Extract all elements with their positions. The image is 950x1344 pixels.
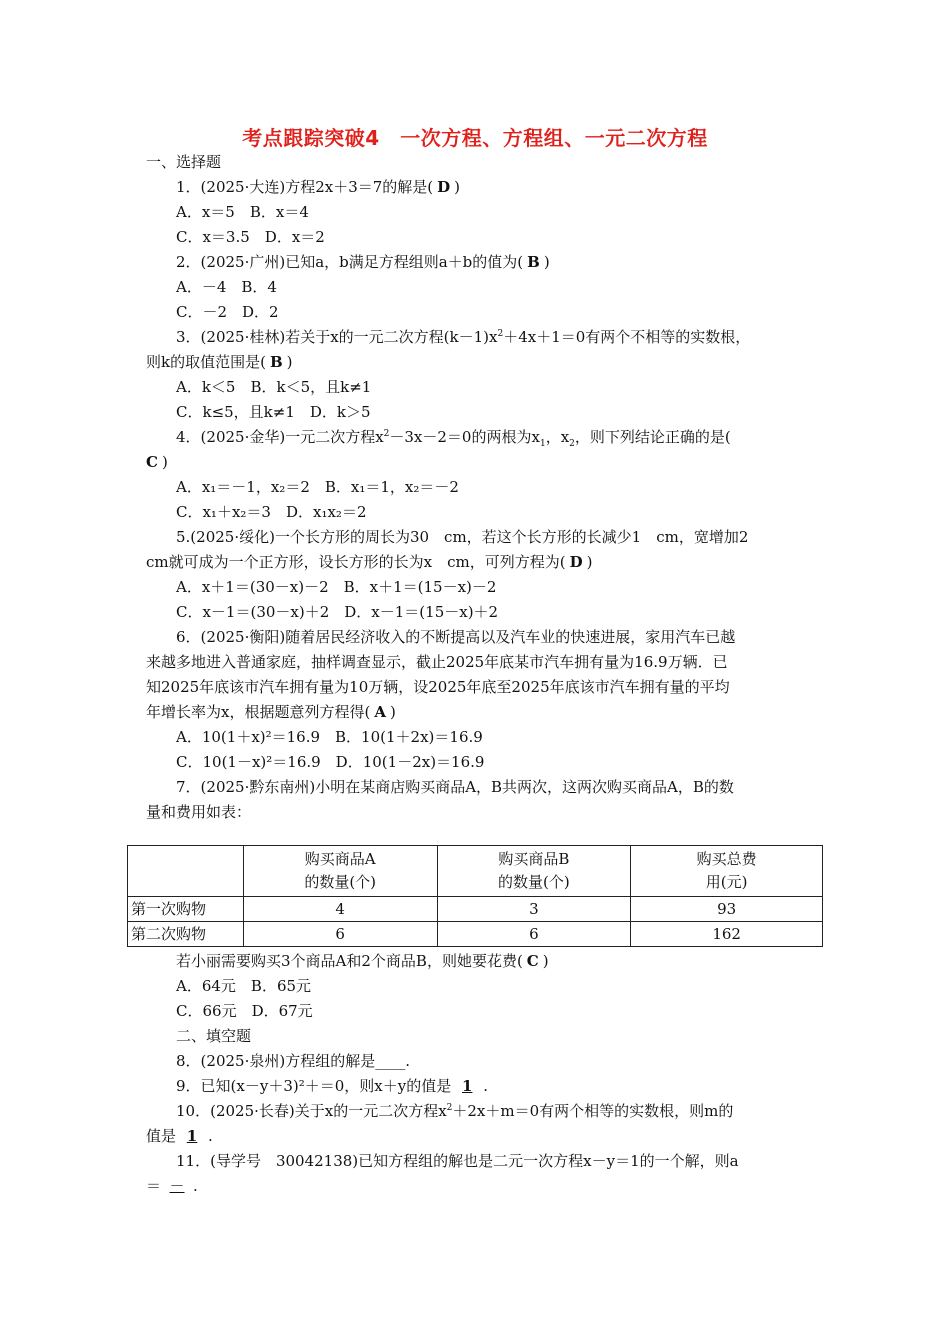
question-11-cont: ＝ － . (146, 1177, 198, 1195)
table-cell: 6 (437, 922, 631, 947)
answer-2: B (527, 253, 540, 271)
question-1: 1．(2025·大连)方程2x＋3＝7的解是( D ) (176, 178, 461, 196)
question-10-cont: 值是 1 . (146, 1127, 213, 1145)
purchase-table (127, 845, 823, 947)
question-6: 6．(2025·衡阳)随着居民经济收入的不断提高以及汽车业的快速进展，家用汽车已越 (176, 628, 736, 646)
question-6-line-2: 来越多地进入普通家庭，抽样调查显示，截止2025年底某市汽车拥有量为16.9万辆．已 (146, 653, 728, 671)
table-cell: 93 (631, 897, 823, 922)
question-6-line-4: 年增长率为x，根据题意列方程得( A ) (146, 703, 396, 721)
question-10: 10．(2025·长春)关于x的一元二次方程$x^2+2x+m=0$有两个相等的实数根，则m的 (176, 1102, 734, 1120)
question-3-options-ab: A．k＜5 B．k＜5，且k≠1 (176, 378, 372, 396)
question-5-cont: cm就可成为一个正方形，设长方形的长为x cm，可列方程为( D ) (146, 553, 593, 571)
section-choice-heading: 一、选择题 (146, 153, 222, 171)
question-4: 4．(2025·金华)一元二次方程$x^2-3x-2=0$的两根为$x_1$，$x_2$，则下列结论正确的是( (176, 428, 731, 449)
question-4-cont: C ) (146, 453, 168, 471)
table-cell: 第二次购物 (128, 922, 244, 947)
table-cell: 第一次购物 (128, 897, 244, 922)
question-3: 3．(2025·桂林)若关于x的一元二次方程$(k-1)x^2+4x+1=0$有两个不相等的实数根， (176, 328, 751, 346)
blank-9: 1 (462, 1077, 473, 1095)
question-11: 11．(导学号 30042138)已知方程组的解也是二元一次方程x－y＝1的一个解，则a (176, 1152, 739, 1170)
question-2-options-ab: A．－4 B．4 (176, 278, 277, 296)
section-fill-heading: 二、填空题 (176, 1027, 252, 1045)
table-header-cell (128, 846, 244, 897)
question-7-options-ab: A．64元 B．65元 (176, 977, 312, 995)
question-3-cont: 则k的取值范围是( B ) (146, 353, 293, 371)
question-7-line-3: 若小丽需要购买3个商品A和2个商品B，则她要花费( C ) (176, 952, 549, 970)
table-row (128, 922, 823, 947)
question-7-line-2: 量和费用如表： (146, 803, 252, 821)
table-cell: 6 (243, 922, 437, 947)
question-5: 5.(2025·绥化)一个长方形的周长为30 cm，若这个长方形的长减少1 cm，宽增加2 (176, 528, 749, 546)
table-header-cell: 购买总费 用(元) (631, 846, 823, 897)
question-9: 9．已知(x－y＋3)²＋＝0，则x＋y的值是 1 . (176, 1077, 488, 1095)
answer-6: A (374, 703, 386, 721)
question-8: 8．(2025·泉州)方程组的解是____. (176, 1052, 410, 1070)
answer-4: C (146, 453, 158, 471)
question-2: 2．(2025·广州)已知a，b满足方程组则a＋b的值为( B ) (176, 253, 550, 271)
table-row (128, 897, 823, 922)
table-cell: 4 (243, 897, 437, 922)
answer-7: C (526, 952, 539, 970)
table-header-row (128, 846, 823, 897)
question-7-options-cd: C．66元 D．67元 (176, 1002, 313, 1020)
question-6-options-cd: C．10(1－x)²＝16.9 D．10(1－2x)＝16.9 (176, 753, 485, 771)
table-header-cell: 购买商品B 的数量(个) (437, 846, 631, 897)
question-1-options-ab: A．x＝5 B．x＝4 (176, 203, 309, 221)
blank-8: ____ (375, 1052, 406, 1070)
question-4-options-cd: C．x₁＋x₂＝3 D．x₁x₂＝2 (176, 503, 367, 521)
blank-10: 1 (186, 1127, 198, 1145)
question-3-options-cd: C．k≤5，且k≠1 D．k＞5 (176, 403, 371, 421)
page-title: 考点跟踪突破4 一次方程、方程组、一元二次方程 (242, 126, 708, 150)
question-6-line-3: 知2025年底该市汽车拥有量为10万辆，设2025年底至2025年底该市汽车拥有量的平均 (146, 678, 730, 696)
answer-5: D (569, 553, 583, 571)
question-1-options-cd: C．x＝3.5 D．x＝2 (176, 228, 325, 246)
table-cell: 3 (437, 897, 631, 922)
question-7: 7．(2025·黔东南州)小明在某商店购买商品A，B共两次，这两次购买商品A，B的数 (176, 778, 734, 796)
question-6-options-ab: A．10(1＋x)²＝16.9 B．10(1＋2x)＝16.9 (176, 728, 483, 746)
question-4-options-ab: A．x₁＝－1，x₂＝2 B．x₁＝1，x₂＝－2 (176, 478, 459, 496)
question-5-options-ab: A．x＋1＝(30－x)－2 B．x＋1＝(15－x)－2 (176, 578, 497, 596)
question-5-options-cd: C．x－1＝(30－x)＋2 D．x－1＝(15－x)＋2 (176, 603, 499, 621)
question-2-options-cd: C．－2 D．2 (176, 303, 279, 321)
answer-1: D (437, 178, 451, 196)
table-header-cell: 购买商品A 的数量(个) (243, 846, 437, 897)
table-cell: 162 (631, 922, 823, 947)
answer-3: B (269, 353, 283, 371)
blank-11: － (169, 1177, 185, 1195)
